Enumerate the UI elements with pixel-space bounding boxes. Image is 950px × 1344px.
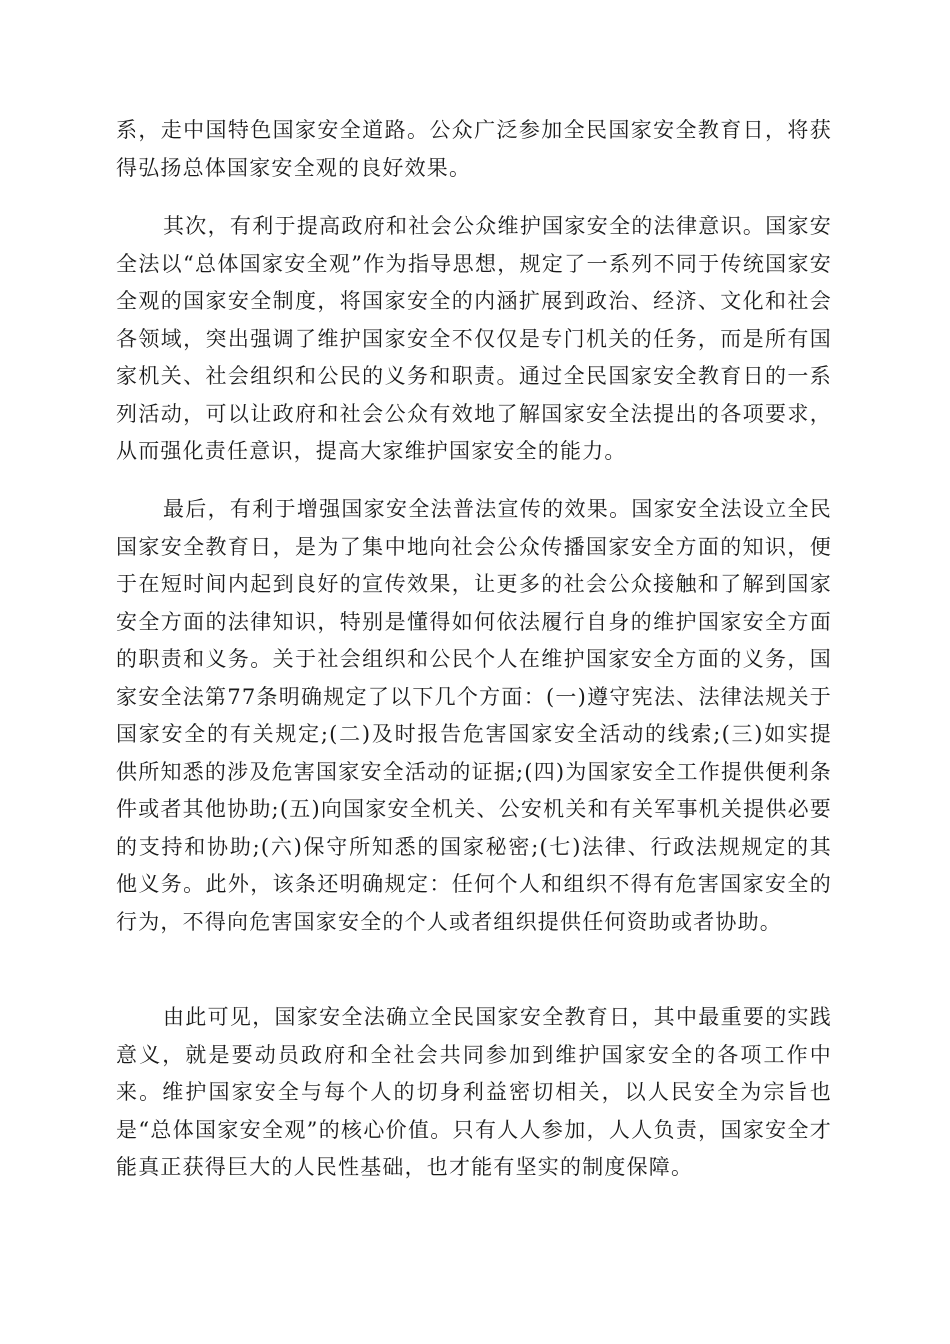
paragraph-conclusion bbox=[116, 999, 832, 1187]
paragraph-text: 系，走中国特色国家安全道路。公众广泛参加全民国家安全教育日，将获得弘扬总体国家安全观的良好效果。 bbox=[116, 118, 832, 180]
paragraph-text: 最后，有利于增强国家安全法普法宣传的效果。国家安全法设立全民国家安全教育日，是为了集中地向社会公众传播国家安全方面的知识，便于在短时间内起到良好的宣传效果，让更多的社会公众接触和了解到国家安全方面的法律知识，特别是懂得如何依法履行自身的维护国家安全方面的职责和义务。关于社会组织和公民个人在维护国家安全方面的义务，国家安全法第77条明确规定了以下几个方面：(一)遵守宪法、法律法规关于国家安全的有关规定;(二)及时报告危害国家安全活动的线索;(三)如实提供所知悉的涉及危害国家安全活动的证据;(四)为国家安全工作提供便利条件或者其他协助;(五)向国家安全机关、公安机关和有关军事机关提供必要的支持和协助;(六)保守所知悉的国家秘密;(七)法律、行政法规规定的其他义务。此外，该条还明确规定：任何个人和组织不得有危害国家安全的行为，不得向危害国家安全的个人或者组织提供任何资助或者协助。 bbox=[116, 497, 832, 934]
paragraph-final-point bbox=[116, 491, 832, 941]
paragraph-text: 其次，有利于提高政府和社会公众维护国家安全的法律意识。国家安全法以“总体国家安全观”作为指导思想，规定了一系列不同于传统国家安全观的国家安全制度，将国家安全的内涵扩展到政治、经济、文化和社会各领域，突出强调了维护国家安全不仅仅是专门机关的任务，而是所有国家机关、社会组织和公民的义务和职责。通过全民国家安全教育日的一系列活动，可以让政府和社会公众有效地了解国家安全法提出的各项要求，从而强化责任意识，提高大家维护国家安全的能力。 bbox=[116, 214, 832, 463]
paragraph-text: 由此可见，国家安全法确立全民国家安全教育日，其中最重要的实践意义，就是要动员政府和全社会共同参加到维护国家安全的各项工作中来。维护国家安全与每个人的切身利益密切相关，以人民安全为宗旨也是“总体国家安全观”的核心价值。只有人人参加，人人负责，国家安全才能真正获得巨大的人民性基础，也才能有坚实的制度保障。 bbox=[116, 1005, 832, 1179]
paragraph-second-point bbox=[116, 208, 832, 471]
paragraph-continuation bbox=[116, 112, 832, 187]
